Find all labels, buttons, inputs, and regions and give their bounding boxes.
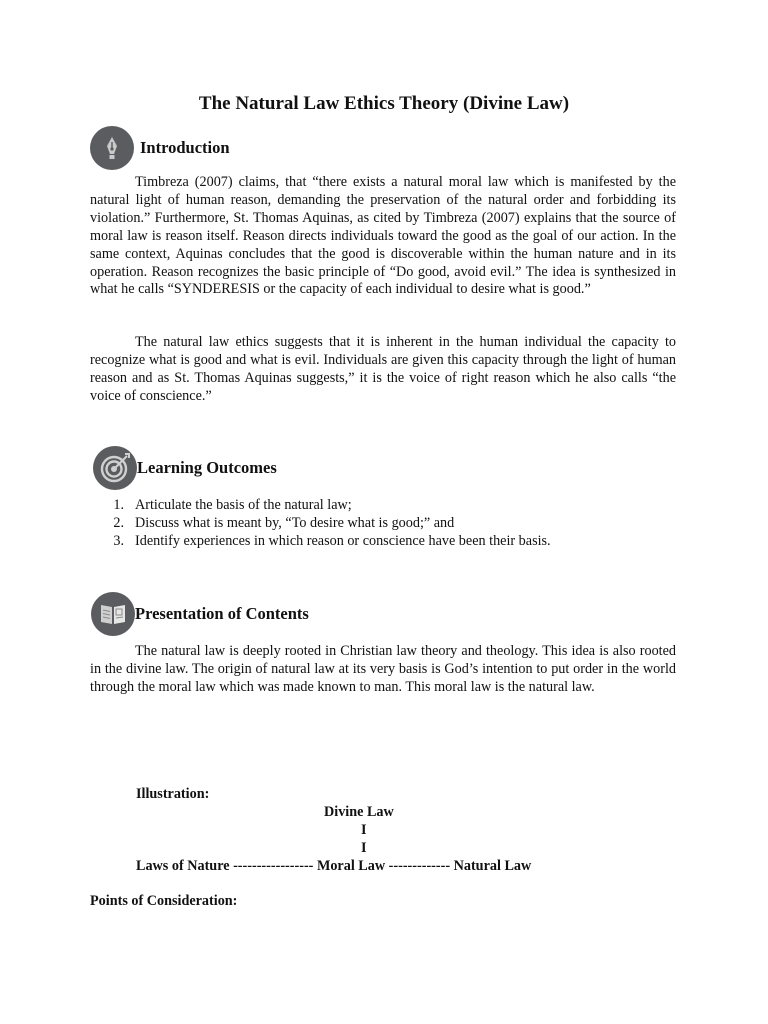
introduction-paragraph-2: The natural law ethics suggests that it is inherent in the human individual the capacity to recognize what is good and what is evil. Individuals are given this capacity through the light of human reason and as St. Thomas Aquinas suggests,” it is the voice of right reason which he also calls “the voice of conscience.”: [90, 334, 676, 404]
list-item: [90, 514, 551, 532]
illustration-label: Illustration:: [136, 786, 210, 802]
presentation-heading: [91, 592, 309, 636]
page-title: The Natural Law Ethics Theory (Divine Law): [198, 93, 570, 114]
list-text: Identify experiences in which reason or conscience have been their basis.: [135, 533, 551, 550]
illustration-divine-law: Divine Law: [324, 804, 394, 820]
target-icon: [93, 446, 137, 490]
presentation-paragraph: The natural law is deeply rooted in Christian law theory and theology. This idea is also rooted in the divine law. The origin of natural law at its very basis is God’s intention to put order in the world through the moral law which was made known to man. This moral law is the natural law.: [90, 643, 676, 695]
pen-nib-icon: [90, 126, 134, 170]
list-text: Articulate the basis of the natural law;: [135, 497, 352, 513]
introduction-heading: [90, 126, 230, 170]
presentation-title: Presentation of Contents: [135, 604, 309, 623]
illustration-connector: I: [361, 822, 367, 838]
list-number: 3.: [113, 533, 124, 550]
open-book-icon: [91, 592, 135, 636]
introduction-paragraph-1: Timbreza (2007) claims, that “there exists a natural moral law which is manifested by the natural light of human reason, demanding the preservation of the natural order and forbidding its violation.” Furthermore, St. Thomas Aquinas, as cited by Timbreza (2007) explains that the source of moral law is reason itself. Reason directs individuals toward the good as the goal of our action. In the same context, Aquinas concludes that the good is discoverable within the human nature and in its operation. Reason recognizes the basic principle of “Do good, avoid evil.” The idea is synthesized in what he calls “SYNDERESIS or the capacity of each individual to desire what is good.”: [90, 174, 676, 298]
learning-outcomes-title: Learning Outcomes: [137, 458, 277, 477]
list-number: 2.: [113, 515, 124, 532]
illustration-connector: I: [361, 840, 367, 856]
list-number: 1.: [113, 497, 124, 513]
introduction-title: Introduction: [140, 138, 230, 157]
list-text: Discuss what is meant by, “To desire what is good;” and: [135, 515, 455, 532]
illustration-law-row: Laws of Nature ----------------- Moral Law ------------- Natural Law: [136, 858, 532, 874]
learning-outcomes-heading: [93, 446, 277, 490]
list-item: [90, 532, 551, 550]
learning-outcomes-list: [90, 496, 551, 551]
list-item: [90, 496, 551, 514]
points-of-consideration-heading: Points of Consideration:: [90, 893, 238, 909]
